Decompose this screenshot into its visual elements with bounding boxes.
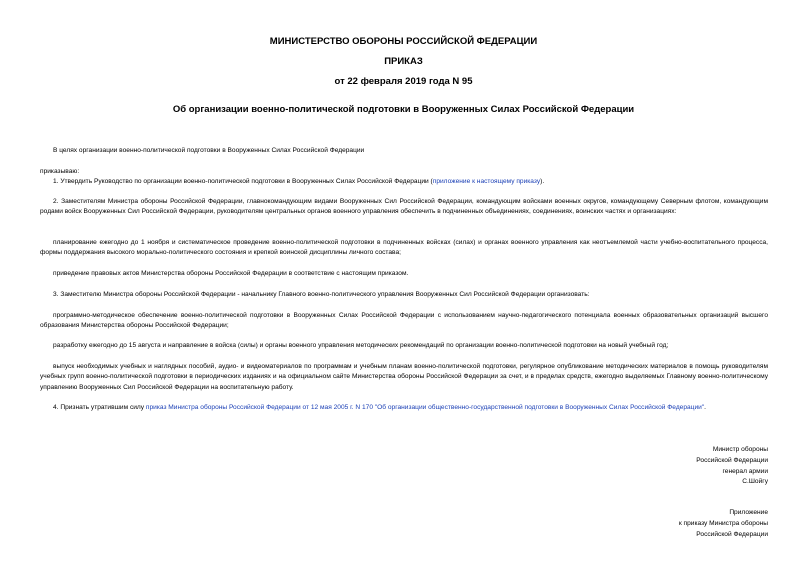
signature-block — [696, 445, 768, 488]
repealed-order-link[interactable]: приказ Министра обороны Российской Федерации от 12 мая 2005 г. N 170 "Об организации общественно-государственной подготовки в Вооруженных Силах Российской Федерации" — [145, 404, 705, 411]
signature-name: С.Шойгу — [742, 478, 768, 486]
item-3c-paragraph: выпуск необходимых учебных и наглядных пособий, аудио- и видеоматериалов по программам и учебным планам военно-политической подготовки, регулярное опубликование методических материалов в помощь руководителям учебных групп военно-политической подготовки в периодических изданиях и на официальном сайте Министерства обороны Российской Федерации за счет, и в пределах средств, ежегодно выделяемых Главному военно-политическому управлению Вооруженных Сил Российской Федерации на воспитательную работу. — [40, 363, 768, 391]
item-1-end: ). — [540, 178, 545, 185]
document-title: Об организации военно-политической подготовки в Вооруженных Силах Российской Федерации — [172, 104, 635, 115]
signature-rank: генерал армии — [722, 467, 768, 475]
item-3b-paragraph: разработку ежегодно до 15 августа и направление в войска (силы) и органы военного управления методических рекомендаций по организации военно-политической подготовки на новый учебный год; — [53, 342, 669, 349]
appendix-block — [679, 508, 768, 540]
intro-paragraph: В целях организации военно-политической подготовки в Вооруженных Силах Российской Федерации — [53, 147, 365, 154]
item-2a-paragraph: планирование ежегодно до 1 ноября и систематическое проведение военно-политической подготовки в подчиненных войсках (силах) и органах военного управления как неотъемлемой части учебно-воспитательного процесса, формы поддержания высокого морально-политического состояния и крепкой воинской дисциплины личного состава; — [40, 239, 768, 257]
doc-type-heading: ПРИКАЗ — [384, 56, 423, 67]
item-4-text: 4. Признать утратившим силу — [53, 404, 146, 411]
appendix-label: Приложение — [729, 509, 768, 516]
item-3-paragraph: 3. Заместителю Министра обороны Российской Федерации - начальнику Главного военно-политического управления Вооруженных Сил Российской Федерации организовать: — [53, 291, 590, 298]
signature-org: Российской Федерации — [696, 456, 768, 464]
signature-position: Министр обороны — [712, 446, 768, 453]
item-4-end: . — [704, 404, 706, 411]
appendix-link[interactable]: приложение к настоящему приказу — [432, 178, 541, 185]
item-2-paragraph: 2. Заместителям Министра обороны Российской Федерации, главнокомандующим видами Вооруженных Сил Российской Федерации, командующим войсками военных округов, командующему Северным флотом, командующим родами войск Вооруженных Сил Российской Федерации, руководителям центральных органов военного управления обеспечить в подчиненных объединениях, соединениях, воинских частях и организациях: — [40, 198, 768, 216]
ministry-heading: МИНИСТЕРСТВО ОБОРОНЫ РОССИЙСКОЙ ФЕДЕРАЦИИ — [269, 36, 538, 47]
appendix-ref: к приказу Министра обороны — [678, 519, 768, 527]
item-2b-paragraph: приведение правовых актов Министерства обороны Российской Федерации в соответствие с настоящим приказом. — [53, 270, 409, 277]
item-3a-paragraph: программно-методическое обеспечение военно-политической подготовки в Вооруженных Силах Российской Федерации с использованием научно-педагогического потенциала военных образовательных организаций высшего образования Министерства обороны Российской Федерации; — [40, 312, 768, 330]
item-1-text: 1. Утвердить Руководство по организации военно-политической подготовки в Вооруженных Силах Российской Федерации ( — [53, 178, 433, 185]
order-word: приказываю: — [40, 168, 80, 175]
date-number-heading: от 22 февраля 2019 года N 95 — [334, 76, 473, 87]
item-4-paragraph — [40, 403, 768, 413]
item-1-paragraph — [40, 177, 768, 187]
appendix-org: Российской Федерации — [696, 530, 768, 538]
